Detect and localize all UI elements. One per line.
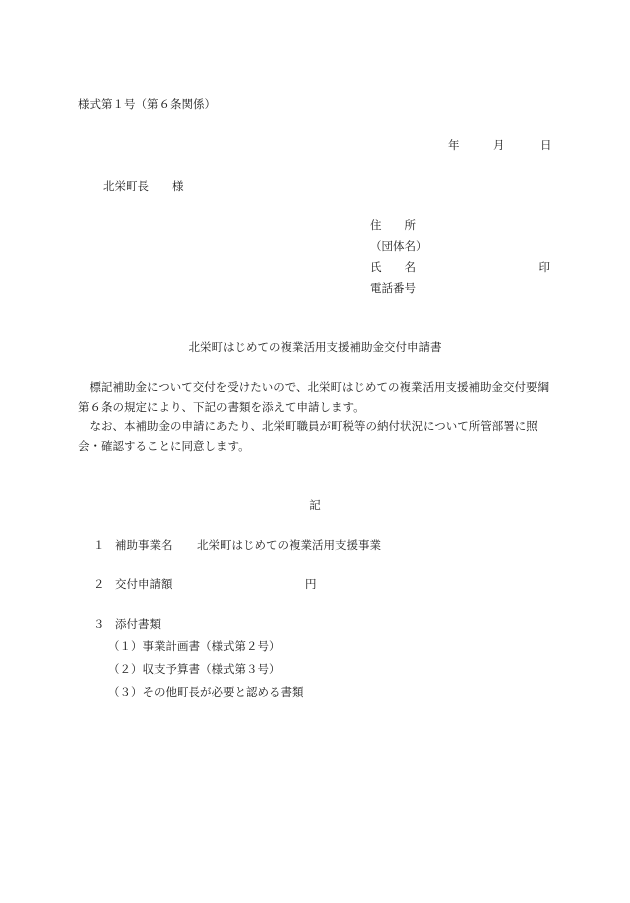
addressee: 北栄町長 様 xyxy=(103,179,184,193)
form-number: 様式第１号（第６条関係） xyxy=(78,97,216,111)
applicant-block xyxy=(370,217,550,301)
attachment-item: （２）収支予算書（様式第３号） xyxy=(108,662,281,676)
item-value: 北栄町はじめての複業活用支援事業 xyxy=(197,538,381,552)
organization-row xyxy=(370,238,550,259)
body-text xyxy=(78,378,556,456)
item-value: 円 xyxy=(305,577,317,591)
phone-label: 電話番号 xyxy=(370,281,416,295)
item-project-name xyxy=(93,537,381,553)
date-month-label: 月 xyxy=(493,138,505,152)
body-paragraph-1: 標記補助金について交付を受けたいので、北栄町はじめての複業活用支援補助金交付要綱第６条の規定により、下記の書類を添えて申請します。 xyxy=(78,380,550,414)
item-application-amount xyxy=(93,576,317,592)
item-number: １ xyxy=(93,538,105,552)
seal-mark: 印 xyxy=(538,260,550,274)
item-number: ２ xyxy=(93,577,105,591)
date-year-label: 年 xyxy=(448,138,460,152)
item-label: 添付書類 xyxy=(115,617,161,631)
item-number: ３ xyxy=(93,617,105,631)
attachment-list xyxy=(108,638,304,707)
address-label: 住 所 xyxy=(370,218,416,232)
item-attachments xyxy=(93,616,161,632)
body-paragraph-2: なお、本補助金の申請にあたり、北栄町職員が町税等の納付状況について所管部署に照会・確認することに同意します。 xyxy=(78,419,538,453)
item-label: 交付申請額 xyxy=(115,577,173,591)
phone-row xyxy=(370,280,550,301)
name-label: 氏 名 xyxy=(370,260,416,274)
organization-label: （団体名） xyxy=(370,239,428,253)
item-label: 補助事業名 xyxy=(115,538,173,552)
attachment-item: （３）その他町長が必要と認める書類 xyxy=(108,685,304,699)
date-day-label: 日 xyxy=(540,138,552,152)
attachment-item: （１）事業計画書（様式第２号） xyxy=(108,639,281,653)
record-heading: 記 xyxy=(309,498,321,512)
document-title: 北栄町はじめての複業活用支援補助金交付申請書 xyxy=(188,340,442,354)
address-row xyxy=(370,217,550,238)
name-row xyxy=(370,259,550,280)
